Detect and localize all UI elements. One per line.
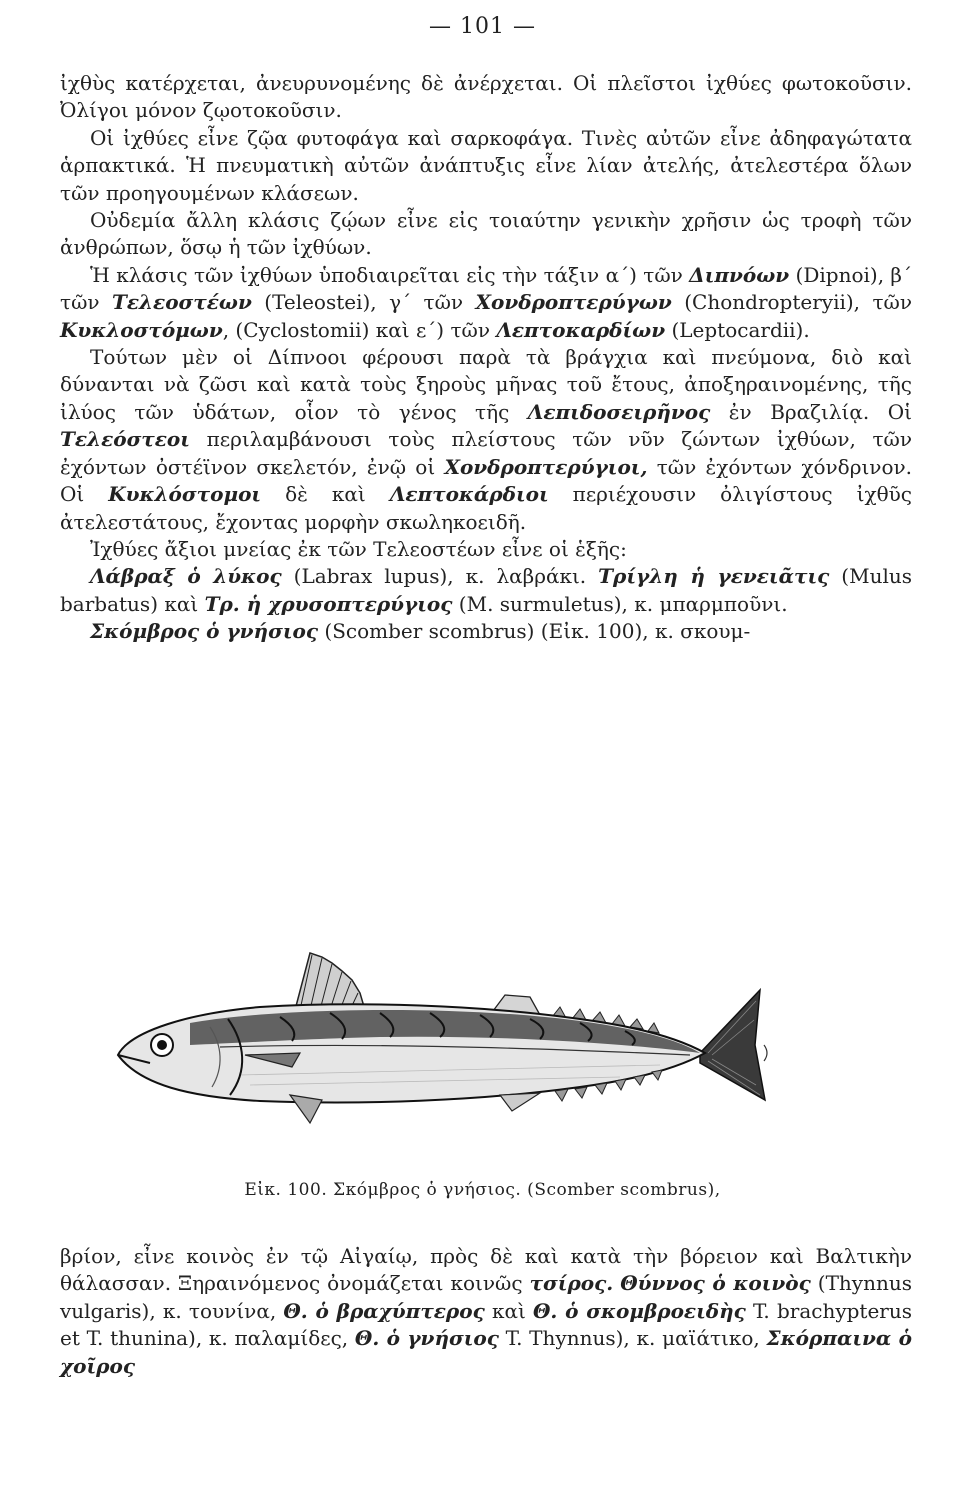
text-run: (Thynnus vulgaris), κ. τουνίνα, — [60, 1271, 912, 1323]
text-run: περιλαμβάνουσι τοὺς πλείστους τῶν νῦν ζώντων ἰχθύων, τῶν ἐχόντων ὀστέϊνον σκελετόν, ἐνῷ οἱ — [60, 427, 912, 479]
text-run: ἰχθὺς κατέρχεται, ἀνευρυνομένης δὲ ἀνέρχεται. Οἱ πλεῖστοι ἰχθύες φωτοκοῦσιν. Ὀλίγοι μόνον ζῳοτοκοῦσιν. — [60, 71, 912, 123]
text-run: (Scomber scombrus) (Εἰκ. 100), κ. σκουμ- — [318, 619, 751, 644]
text-run: (Leptocardii). — [665, 317, 810, 342]
paragraph — [60, 207, 912, 262]
text-run: περιέχουσιν ὀλιγίστους ἰχθῦς ἀτελεστάτους, ἔχοντας μορφὴν σκωληκοειδῆ. — [60, 482, 912, 534]
figure-mackerel — [60, 935, 912, 1175]
bold-term: Κυκλοστόμων — [60, 317, 223, 342]
paragraph — [60, 618, 912, 645]
paragraph — [60, 70, 912, 125]
paragraph — [60, 262, 912, 344]
paragraph — [60, 344, 912, 536]
bold-term: Κυκλόστομοι — [108, 482, 262, 507]
bold-term: Λεπιδοσειρῆνος — [527, 399, 711, 424]
text-run: Οἱ ἰχθύες εἶνε ζῷα φυτοφάγα καὶ σαρκοφάγα. Τινὲς αὐτῶν εἶνε ἀδηφαγώτατα ἁρπακτικά. Ἡ πνευματικὴ αὐτῶν ἀνάπτυξις εἶνε λίαν ἀτελής, ἀτελεστέρα ὅλων τῶν προηγουμένων κλάσεων. — [60, 125, 912, 205]
body-text-top — [60, 70, 912, 646]
bold-term: Θ. ὁ γνήσιος — [354, 1326, 499, 1351]
bold-term: Τρίγλη ἡ γενειᾶτις — [598, 564, 830, 589]
text-run: (Chondropteryii), τῶν — [671, 290, 913, 315]
bold-term: Σκόρπαινα ὁ χοῖρος — [60, 1326, 912, 1378]
bold-term: Χονδροπτερύγιοι, — [444, 454, 648, 479]
text-run: (Teleostei), γ΄ τῶν — [251, 290, 476, 315]
text-run: ἐν Βραζιλίᾳ. Οἱ — [710, 399, 912, 424]
mackerel-illustration — [60, 935, 912, 1175]
figure-caption: Εἰκ. 100. Σκόμβρος ὁ γνήσιος. (Scomber scombrus), — [244, 1180, 721, 1200]
text-run: (Labrax lupus), κ. λαβράκι. — [281, 564, 599, 589]
text-run: Ἰχθύες ἄξιοι μνείας ἐκ τῶν Τελεοστέων εἶνε οἱ ἑξῆς: — [90, 536, 627, 561]
bold-term: Θύννος ὁ κοινὸς — [620, 1271, 811, 1296]
text-run: Τούτων μὲν οἱ Δίπνοοι φέρουσι παρὰ τὰ βράγχια καὶ πνεύμονα, διὸ καὶ δύνανται νὰ ζῶσι καὶ κατὰ τοὺς ξηροὺς μῆνας τοῦ ἔτους, ἀποξηραινομένης, τῆς ἰλύος τῶν ὑδάτων, οἷον τὸ γένος τῆς — [60, 345, 912, 424]
bold-term: Τελεοστέων — [111, 290, 252, 315]
bold-term: Διπνόων — [689, 262, 790, 287]
page-number: — 101 — — [429, 14, 536, 39]
bold-term: Θ. ὁ βραχύπτερος — [283, 1298, 485, 1323]
text-run: Οὐδεμία ἄλλη κλάσις ζῴων εἶνε εἰς τοιαύτην γενικὴν χρῆσιν ὡς τροφὴ τῶν ἀνθρώπων, ὅσῳ ἡ τῶν ἰχθύων. — [60, 208, 912, 260]
bold-term: Λάβραξ ὁ λύκος — [90, 564, 282, 589]
text-run: (Mulus barbatus) καὶ — [60, 564, 913, 616]
text-run: καὶ — [484, 1298, 533, 1323]
text-run: δὲ καὶ — [261, 482, 390, 507]
text-run: τῶν ἐχόντων χόνδρινον. Οἱ — [60, 454, 913, 507]
bold-term: τσίρος. — [529, 1271, 614, 1296]
text-run: Ἡ κλάσις τῶν ἰχθύων ὑποδιαιρεῖται εἰς τὴν τάξιν α΄) τῶν — [90, 262, 690, 287]
bold-term: Λεπτοκάρδιοι — [389, 482, 549, 507]
bold-term: Τελεόστεοι — [60, 427, 190, 452]
text-run: , (Cyclostomii) καὶ ε΄) τῶν — [222, 317, 497, 342]
bold-term: Σκόμβρος ὁ γνήσιος — [90, 619, 319, 644]
paragraph — [60, 125, 912, 207]
text-run: βρίον, εἶνε κοινὸς ἐν τῷ Αἰγαίῳ, πρὸς δὲ καὶ κατὰ τὴν βόρειον καὶ Βαλτικὴν θάλασσαν. Ξηραινόμενος ὀνομάζεται κοινῶς — [60, 1244, 912, 1296]
bold-term: Χονδροπτερύγων — [475, 290, 672, 315]
paragraph — [60, 536, 912, 563]
paragraph — [60, 1243, 912, 1380]
bold-term: Τρ. ἡ χρυσοπτερύγιος — [204, 591, 453, 616]
text-run: (M. surmuletus), κ. μπαρμποῦνι. — [452, 591, 788, 616]
text-run: T. brachypterus et T. thunina), κ. παλαμίδες, — [60, 1298, 913, 1351]
text-run: T. Thynnus), κ. μαϊάτικο, — [498, 1326, 767, 1351]
bold-term: Θ. ὁ σκομβροειδὴς — [532, 1298, 746, 1323]
text-run: (Dipnoi), β΄ τῶν — [60, 262, 912, 315]
paragraph — [60, 563, 912, 618]
bold-term: Λεπτοκαρδίων — [496, 317, 666, 342]
body-text-bottom — [60, 1243, 912, 1380]
